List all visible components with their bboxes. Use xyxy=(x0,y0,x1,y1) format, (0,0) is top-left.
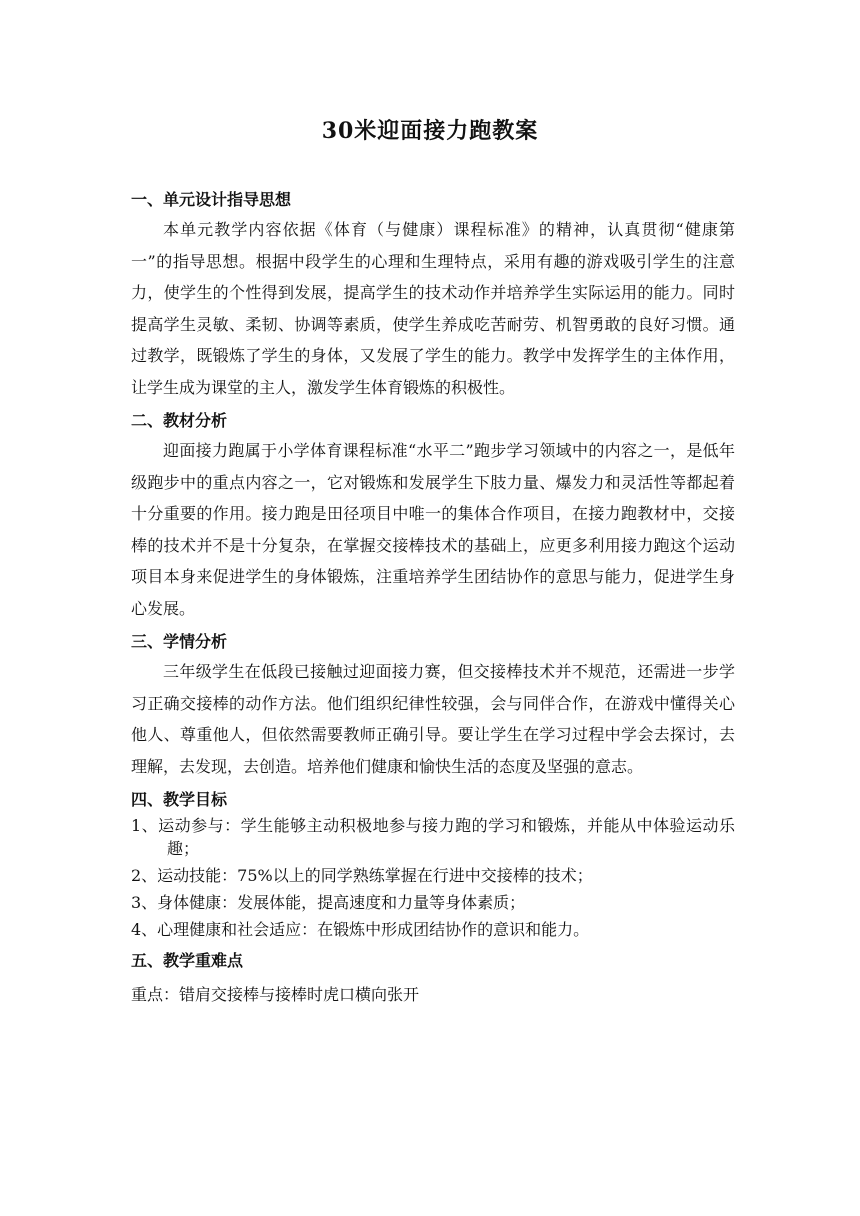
list-item: 1、运动参与：学生能够主动积极地参与接力跑的学习和锻炼，并能从中体验运动乐趣； xyxy=(131,816,735,858)
objectives-list xyxy=(131,814,735,941)
section-heading: 二、教材分析 xyxy=(131,411,228,430)
section-teaching-objectives xyxy=(131,786,735,941)
section-material-analysis xyxy=(131,407,735,624)
key-point-text: 重点：错肩交接棒与接棒时虎口横向张开 xyxy=(131,985,420,1004)
section-heading: 三、学情分析 xyxy=(131,632,228,651)
section-heading: 一、单元设计指导思想 xyxy=(131,190,292,209)
section-heading: 四、教学目标 xyxy=(131,790,228,809)
section-learner-analysis xyxy=(131,628,735,782)
list-item: 2、运动技能：75%以上的同学熟练掌握在行进中交接棒的技术； xyxy=(131,866,593,885)
document-title: 30米迎面接力跑教案 xyxy=(321,118,539,144)
section-guiding-ideology xyxy=(131,186,735,403)
section-paragraph: 迎面接力跑属于小学体育课程标准“水平二”跑步学习领域中的内容之一，是低年级跑步中的重点内容之一，它对锻炼和发展学生下肢力量、爆发力和灵活性等都起着十分重要的作用。接力跑是田径项目中唯一的集体合作项目，在接力跑教材中，交接棒的技术并不是十分复杂，在掌握交接棒技术的基础上，应更多利用接力跑这个运动项目本身来促进学生的身体锻炼，注重培养学生团结协作的意思与能力，促进学生身心发展。 xyxy=(131,441,735,618)
section-heading: 五、教学重难点 xyxy=(131,951,244,970)
list-item: 3、身体健康：发展体能，提高速度和力量等身体素质； xyxy=(131,893,526,912)
list-item: 4、心理健康和社会适应：在锻炼中形成团结协作的意识和能力。 xyxy=(131,920,590,939)
section-paragraph: 本单元教学内容依据《体育（与健康）课程标准》的精神，认真贯彻“健康第一”的指导思想。根据中段学生的心理和生理特点，采用有趣的游戏吸引学生的注意力，使学生的个性得到发展，提高学生的技术动作并培养学生实际运用的能力。同时提高学生灵敏、柔韧、协调等素质，使学生养成吃苦耐劳、机智勇敢的良好习惯。通过教学，既锻炼了学生的身体，又发展了学生的能力。教学中发挥学生的主体作用，让学生成为课堂的主人，激发学生体育锻炼的积极性。 xyxy=(131,220,735,397)
section-key-difficulties xyxy=(131,947,735,1009)
section-paragraph: 三年级学生在低段已接触过迎面接力赛，但交接棒技术并不规范，还需进一步学习正确交接棒的动作方法。他们组织纪律性较强，会与同伴合作，在游戏中懂得关心他人、尊重他人，但依然需要教师正确引导。要让学生在学习过程中学会去探讨，去理解，去发现，去创造。培养他们健康和愉快生活的态度及坚强的意志。 xyxy=(131,662,735,776)
document-body xyxy=(131,186,735,1009)
